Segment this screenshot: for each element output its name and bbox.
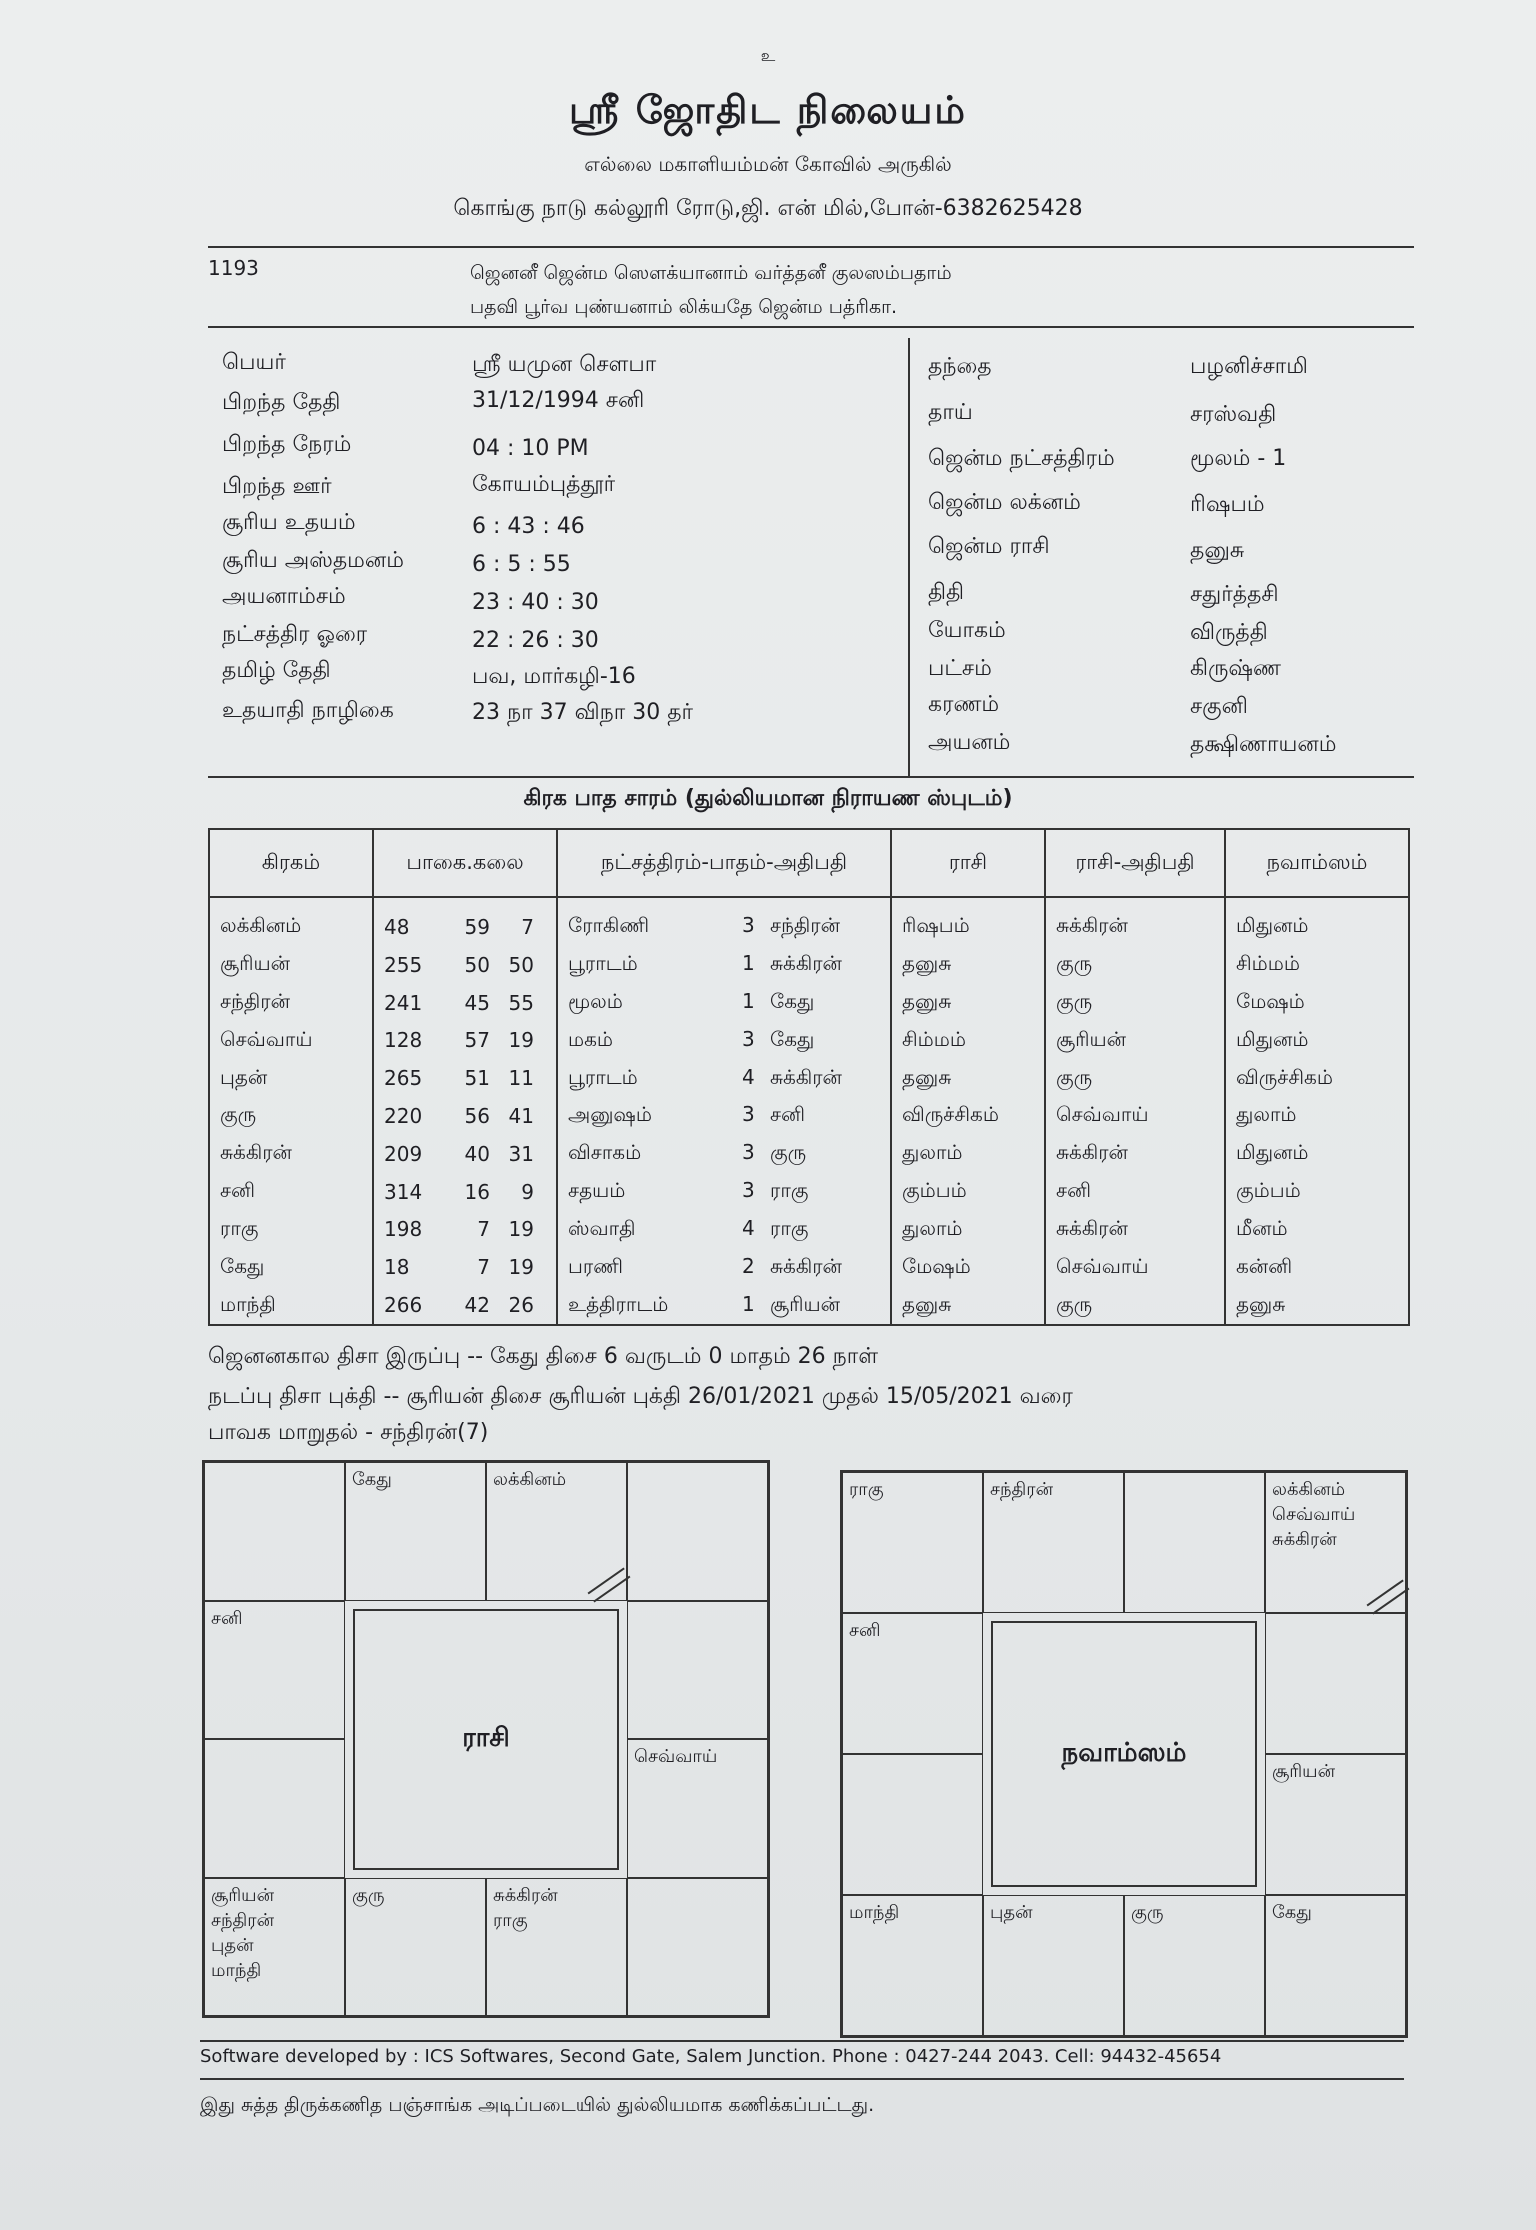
longitude-minute: 16 (464, 1179, 490, 1204)
serial-number: 1193 (208, 256, 259, 280)
detail-value: விருத்தி (1190, 620, 1268, 645)
chart-house-mithunam (627, 1462, 768, 1601)
chart-center-label: நவாம்ஸம் (991, 1621, 1257, 1887)
chart-house-meenam: ராகு (842, 1472, 983, 1613)
longitude-second: 55 (508, 990, 534, 1015)
nakshatra-pada: 3 (742, 1178, 755, 1203)
detail-value: 22 : 26 : 30 (472, 628, 599, 653)
longitude-degree: 255 (384, 952, 423, 977)
planet-navamsa: மீனம் (1225, 1210, 1409, 1248)
table-row (209, 946, 1409, 984)
planet-nakshatra (557, 1286, 891, 1325)
longitude-minute: 57 (464, 1028, 490, 1053)
detail-label: ஜென்ம நட்சத்திரம் (928, 446, 1115, 471)
planet-nakshatra (557, 946, 891, 984)
column-header: நட்சத்திரம்-பாதம்-அதிபதி (557, 829, 891, 897)
planet-nakshatra (557, 1248, 891, 1286)
dasa-balance: ஜெனனகால திசா இருப்பு -- கேது திசை 6 வருடம் 0 மாதம் 26 நாள் (208, 1344, 879, 1369)
planet-rasi-lord: சூரியன் (1045, 1021, 1225, 1059)
nakshatra-name: ரோகிணி (568, 913, 650, 938)
detail-value: பவ, மார்கழி-16 (472, 664, 636, 689)
planet-rasi: கும்பம் (891, 1173, 1045, 1211)
longitude-second: 9 (521, 1179, 534, 1204)
detail-label: சூரிய உதயம் (222, 510, 356, 535)
nakshatra-pada: 1 (742, 989, 755, 1014)
chart-center-label: ராசி (353, 1609, 619, 1870)
chart-house-mesham: சந்திரன் (983, 1472, 1124, 1613)
planet-longitude (373, 1021, 557, 1059)
planet-navamsa: மிதுனம் (1225, 897, 1409, 946)
planet-rasi: மேஷம் (891, 1248, 1045, 1286)
longitude-second: 7 (521, 914, 534, 939)
detail-label: யோகம் (928, 618, 1006, 643)
nakshatra-lord: கேது (770, 1026, 815, 1051)
detail-label: சூரிய அஸ்தமனம் (222, 548, 404, 573)
chart-house-viruchigam: குரு (345, 1878, 486, 2017)
detail-value: சரஸ்வதி (1190, 402, 1277, 427)
planet-name: கேது (209, 1248, 373, 1286)
planet-nakshatra (557, 1173, 891, 1211)
longitude-second: 26 (508, 1293, 534, 1318)
planet-longitude (373, 946, 557, 984)
planet-name: குரு (209, 1097, 373, 1135)
column-header: பாகை.கலை (373, 829, 557, 897)
chart-house-kanni (627, 1878, 768, 2017)
detail-label: பிறந்த தேதி (222, 390, 341, 415)
planet-rasi-lord: செவ்வாய் (1045, 1097, 1225, 1135)
chart-house-viruchigam: புதன் (983, 1895, 1124, 2036)
planet-longitude (373, 1173, 557, 1211)
planet-longitude (373, 1135, 557, 1173)
chart-house-simmam: சூரியன் (1265, 1754, 1406, 1895)
nakshatra-name: பூராடம் (568, 951, 638, 976)
verse (470, 256, 1170, 324)
longitude-minute: 59 (464, 914, 490, 939)
nakshatra-pada: 3 (742, 1140, 755, 1165)
table-row (209, 1210, 1409, 1248)
longitude-degree: 266 (384, 1293, 423, 1318)
planet-nakshatra (557, 1021, 891, 1059)
nakshatra-lord: குரு (770, 1140, 807, 1165)
rasi-chart (202, 1460, 770, 2018)
longitude-minute: 51 (464, 1066, 490, 1091)
chart-house-rishabam: லக்கினம் (486, 1462, 627, 1601)
detail-value: 6 : 43 : 46 (472, 514, 585, 539)
planet-rasi: துலாம் (891, 1135, 1045, 1173)
nakshatra-pada: 4 (742, 1215, 755, 1240)
planet-rasi-lord: சுக்கிரன் (1045, 1210, 1225, 1248)
longitude-second: 31 (508, 1141, 534, 1166)
longitude-degree: 220 (384, 1103, 423, 1128)
planet-rasi-lord: குரு (1045, 984, 1225, 1022)
table-row (209, 1021, 1409, 1059)
page-title: ஸ்ரீ ஜோதிட நிலையம் (569, 88, 967, 132)
nakshatra-pada: 1 (742, 951, 755, 976)
table-row (209, 1097, 1409, 1135)
chart-house-mithunam: லக்கினம் செவ்வாய் சுக்கிரன் (1265, 1472, 1406, 1613)
planet-position-table (208, 828, 1410, 1326)
bhava-change: பாவக மாறுதல் - சந்திரன்(7) (208, 1420, 489, 1445)
nakshatra-lord: ராகு (770, 1178, 809, 1203)
planet-rasi-lord: சுக்கிரன் (1045, 1135, 1225, 1173)
detail-label: அயனம் (928, 730, 1011, 755)
longitude-second: 19 (508, 1028, 534, 1053)
nakshatra-name: விசாகம் (568, 1140, 642, 1165)
longitude-minute: 7 (477, 1255, 490, 1280)
detail-label: பெயர் (222, 350, 286, 375)
nakshatra-name: பரணி (568, 1253, 623, 1278)
detail-label: பட்சம் (928, 656, 992, 681)
detail-label: கரணம் (928, 692, 1000, 717)
table-row (209, 1173, 1409, 1211)
planet-longitude (373, 1248, 557, 1286)
planet-nakshatra (557, 1059, 891, 1097)
planet-nakshatra (557, 984, 891, 1022)
detail-label: திதி (928, 580, 965, 605)
detail-value: 6 : 5 : 55 (472, 552, 571, 577)
detail-label: தாய் (928, 400, 973, 425)
longitude-minute: 42 (464, 1293, 490, 1318)
detail-value: கோயம்புத்தூர் (472, 472, 616, 497)
planet-navamsa: தனுசு (1225, 1286, 1409, 1325)
details-divider (208, 776, 1414, 778)
longitude-degree: 18 (384, 1255, 410, 1280)
nakshatra-pada: 3 (742, 1026, 755, 1051)
table-row (209, 984, 1409, 1022)
nakshatra-lord: கேது (770, 989, 815, 1014)
chart-house-meenam (204, 1462, 345, 1601)
accuracy-note: இது சுத்த திருக்கணித பஞ்சாங்க அடிப்படையில் துல்லியமாக கணிக்கப்பட்டது. (200, 2094, 875, 2116)
nakshatra-name: பூராடம் (568, 1064, 638, 1089)
nakshatra-lord: சுக்கிரன் (770, 951, 842, 976)
planet-longitude (373, 1097, 557, 1135)
planet-rasi-lord: குரு (1045, 1059, 1225, 1097)
column-header: நவாம்ஸம் (1225, 829, 1409, 897)
planet-name: புதன் (209, 1059, 373, 1097)
detail-value: கிருஷ்ண (1190, 656, 1282, 681)
longitude-degree: 265 (384, 1066, 423, 1091)
planet-navamsa: கும்பம் (1225, 1173, 1409, 1211)
chart-house-thulam: குரு (1124, 1895, 1265, 2036)
longitude-minute: 45 (464, 990, 490, 1015)
detail-label: தமிழ் தேதி (222, 658, 331, 683)
longitude-degree: 128 (384, 1028, 423, 1053)
detail-label: உதயாதி நாழிகை (222, 698, 394, 723)
planet-name: சனி (209, 1173, 373, 1211)
chart-house-makaram (204, 1739, 345, 1878)
longitude-second: 11 (508, 1066, 534, 1091)
nakshatra-lord: சுக்கிரன் (770, 1253, 842, 1278)
planet-navamsa: மேஷம் (1225, 984, 1409, 1022)
verse-line-2: பதவி பூர்வ புண்யனாம் லிக்யதே ஜென்ம பத்ரிகா. (470, 296, 898, 318)
detail-value: சதுர்த்தசி (1190, 582, 1279, 607)
nakshatra-lord: சனி (770, 1102, 805, 1127)
nakshatra-pada: 4 (742, 1064, 755, 1089)
longitude-second: 19 (508, 1255, 534, 1280)
planet-rasi: துலாம் (891, 1210, 1045, 1248)
planet-nakshatra (557, 897, 891, 946)
table-row (209, 1286, 1409, 1325)
detail-label: தந்தை (928, 354, 992, 379)
chart-house-dhanusu: மாந்தி (842, 1895, 983, 2036)
detail-value: பழனிச்சாமி (1190, 354, 1308, 379)
planet-longitude (373, 984, 557, 1022)
chart-house-kadagam (1265, 1613, 1406, 1754)
chart-house-kumbam: சனி (204, 1601, 345, 1740)
navamsa-chart (840, 1470, 1408, 2038)
table-header-row (209, 829, 1409, 897)
detail-label: நட்சத்திர ஓரை (222, 622, 368, 647)
planet-navamsa: துலாம் (1225, 1097, 1409, 1135)
planet-rasi-lord: சனி (1045, 1173, 1225, 1211)
nakshatra-lord: சந்திரன் (770, 913, 841, 938)
address-line-2: கொங்கு நாடு கல்லூரி ரோடு,ஜி. என் மில்,போன்-6382625428 (453, 196, 1083, 221)
longitude-minute: 7 (477, 1217, 490, 1242)
header-divider (208, 246, 1414, 248)
planet-navamsa: விருச்சிகம் (1225, 1059, 1409, 1097)
planet-navamsa: மிதுனம் (1225, 1135, 1409, 1173)
chart-house-kadagam (627, 1601, 768, 1740)
detail-label: ஜென்ம ராசி (928, 534, 1050, 559)
longitude-minute: 56 (464, 1103, 490, 1128)
verse-line-1: ஜெனனீ ஜென்ம ஸௌக்யானாம் வர்த்தனீ குலஸம்பதாம் (470, 262, 952, 284)
detail-value: 31/12/1994 சனி (472, 388, 645, 413)
chart-house-mesham: கேது (345, 1462, 486, 1601)
planet-rasi: சிம்மம் (891, 1021, 1045, 1059)
nakshatra-pada: 3 (742, 1102, 755, 1127)
planet-nakshatra (557, 1097, 891, 1135)
longitude-degree: 314 (384, 1179, 423, 1204)
chart-house-simmam: செவ்வாய் (627, 1739, 768, 1878)
planet-name: சந்திரன் (209, 984, 373, 1022)
planet-navamsa: சிம்மம் (1225, 946, 1409, 984)
detail-value: தனுசு (1190, 538, 1245, 563)
chart-house-kanni: கேது (1265, 1895, 1406, 2036)
detail-value: 04 : 10 PM (472, 436, 589, 461)
planet-rasi-lord: சுக்கிரன் (1045, 897, 1225, 946)
planet-rasi: தனுசு (891, 984, 1045, 1022)
planet-name: மாந்தி (209, 1286, 373, 1325)
chart-house-thulam: சுக்கிரன் ராகு (486, 1878, 627, 2017)
planet-nakshatra (557, 1135, 891, 1173)
chart-house-dhanusu: சூரியன் சந்திரன் புதன் மாந்தி (204, 1878, 345, 2017)
longitude-second: 19 (508, 1217, 534, 1242)
nakshatra-name: மகம் (568, 1026, 613, 1051)
planet-longitude (373, 1210, 557, 1248)
planet-name: சூரியன் (209, 946, 373, 984)
planet-longitude (373, 897, 557, 946)
planet-rasi: தனுசு (891, 1286, 1045, 1325)
planet-name: லக்கினம் (209, 897, 373, 946)
longitude-degree: 48 (384, 914, 410, 939)
planet-nakshatra (557, 1210, 891, 1248)
table-row (209, 1248, 1409, 1286)
chart-house-makaram (842, 1754, 983, 1895)
nakshatra-pada: 1 (742, 1291, 755, 1316)
longitude-minute: 50 (464, 952, 490, 977)
detail-value: ரிஷபம் (1190, 492, 1265, 517)
longitude-second: 41 (508, 1103, 534, 1128)
nakshatra-name: சதயம் (568, 1178, 626, 1203)
nakshatra-pada: 3 (742, 913, 755, 938)
nakshatra-name: அனுஷம் (568, 1102, 652, 1127)
chart-house-kumbam: சனி (842, 1613, 983, 1754)
planet-rasi-lord: குரு (1045, 1286, 1225, 1325)
planet-name: சுக்கிரன் (209, 1135, 373, 1173)
longitude-degree: 209 (384, 1141, 423, 1166)
planet-longitude (373, 1059, 557, 1097)
nakshatra-name: ஸ்வாதி (568, 1215, 636, 1240)
software-credit: Software developed by : ICS Softwares, Second Gate, Salem Junction. Phone : 0427-244 2043. Cell: 94432-45654 (200, 2046, 1222, 2067)
planet-navamsa: மிதுனம் (1225, 1021, 1409, 1059)
planet-name: செவ்வாய் (209, 1021, 373, 1059)
longitude-degree: 198 (384, 1217, 423, 1242)
column-header: ராசி (891, 829, 1045, 897)
detail-value: சகுனி (1190, 694, 1248, 719)
details-column-divider (908, 338, 910, 778)
planet-rasi: தனுசு (891, 946, 1045, 984)
planet-rasi: ரிஷபம் (891, 897, 1045, 946)
footer-divider-2 (200, 2078, 1404, 2080)
detail-value: ஸ்ரீ யமுன சௌபா (472, 352, 657, 377)
detail-label: பிறந்த நேரம் (222, 432, 352, 457)
detail-label: அயனாம்சம் (222, 584, 346, 609)
verse-divider (208, 326, 1414, 328)
footer-divider (200, 2040, 1404, 2042)
detail-label: ஜென்ம லக்னம் (928, 490, 1081, 515)
table-row (209, 1059, 1409, 1097)
detail-label: பிறந்த ஊர் (222, 474, 332, 499)
current-dasa-bhukti: நடப்பு திசா புக்தி -- சூரியன் திசை சூரியன் புக்தி 26/01/2021 முதல் 15/05/2021 வரை (208, 1384, 1073, 1409)
nakshatra-name: மூலம் (568, 989, 623, 1014)
table-row (209, 1135, 1409, 1173)
nakshatra-lord: சூரியன் (770, 1291, 841, 1316)
column-header: கிரகம் (209, 829, 373, 897)
chart-house-rishabam (1124, 1472, 1265, 1613)
nakshatra-name: உத்திராடம் (568, 1291, 669, 1316)
address-line-1: எல்லை மகாளியம்மன் கோவில் அருகில் (584, 152, 952, 176)
nakshatra-lord: ராகு (770, 1215, 809, 1240)
planet-rasi-lord: குரு (1045, 946, 1225, 984)
detail-value: 23 : 40 : 30 (472, 590, 599, 615)
table-row (209, 897, 1409, 946)
planet-rasi: விருச்சிகம் (891, 1097, 1045, 1135)
planet-rasi: தனுசு (891, 1059, 1045, 1097)
longitude-second: 50 (508, 952, 534, 977)
detail-value: தக்ஷிணாயனம் (1190, 732, 1337, 757)
planet-navamsa: கன்னி (1225, 1248, 1409, 1286)
longitude-minute: 40 (464, 1141, 490, 1166)
column-header: ராசி-அதிபதி (1045, 829, 1225, 897)
detail-value: 23 நா 37 விநா 30 தர் (472, 700, 694, 725)
planet-name: ராகு (209, 1210, 373, 1248)
top-invocation-mark: உ (760, 46, 776, 65)
detail-value: மூலம் - 1 (1190, 446, 1287, 471)
nakshatra-pada: 2 (742, 1253, 755, 1278)
planet-rasi-lord: செவ்வாய் (1045, 1248, 1225, 1286)
planet-longitude (373, 1286, 557, 1325)
longitude-degree: 241 (384, 990, 423, 1015)
nakshatra-lord: சுக்கிரன் (770, 1064, 842, 1089)
planet-table-title: கிரக பாத சாரம் (துல்லியமான நிராயண ஸ்புடம்) (523, 786, 1013, 811)
